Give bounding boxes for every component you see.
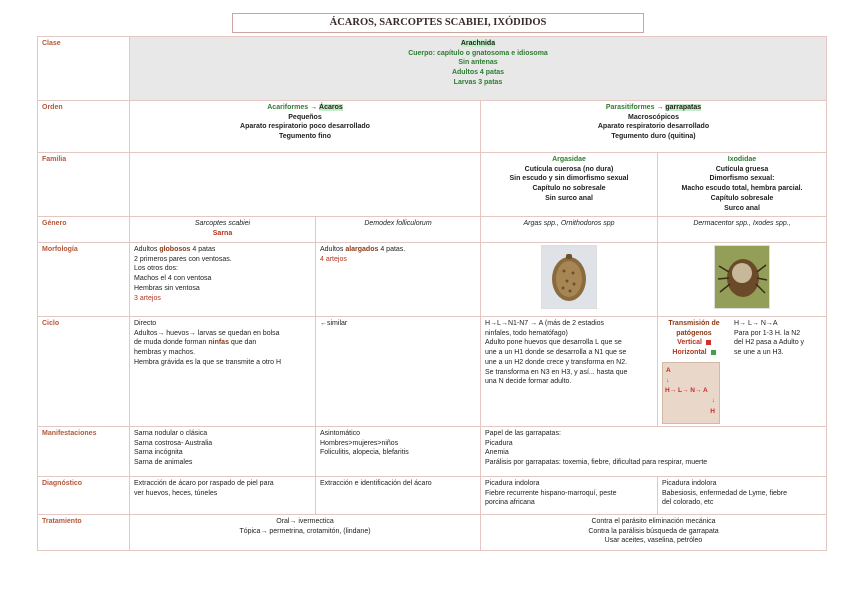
familia-line: Capítulo sobresale <box>710 194 774 202</box>
clase-line: Cuerpo: capítulo o gnatosoma e idiosoma <box>408 49 548 57</box>
text-line: Anemia <box>485 449 509 457</box>
text-emph: globosos <box>159 246 191 253</box>
text-line: Hombres>mujeres>niños <box>320 439 399 447</box>
text-emph: ninfas <box>208 339 229 347</box>
text-line: Fiebre recurrente hispano-marroquí, peste <box>485 489 617 497</box>
text-line: Usar aceites, vaselina, petróleo <box>604 537 703 545</box>
text: 4 patas <box>192 246 216 253</box>
text-line: Tópica→ permetrina, crotamitón, (lindane) <box>239 527 371 535</box>
morfologia-sarcoptes <box>130 243 316 317</box>
vertical-swatch-icon <box>706 340 711 345</box>
label-diagnostico: Diagnóstico <box>38 476 130 514</box>
text: Adultos <box>134 246 158 253</box>
clase-line: Sin antenas <box>458 59 498 67</box>
genero-sarcoptes <box>130 217 316 243</box>
orden-parasitiformes-bold: garrapatas <box>665 104 702 111</box>
clase-name: Arachnida <box>460 40 496 47</box>
diagnostico-ixodes <box>658 476 827 514</box>
row-morfologia <box>38 243 827 317</box>
ciclo-argas <box>481 317 658 427</box>
familia-argasidae <box>481 153 658 217</box>
diagnostico-sarcoptes <box>130 476 316 514</box>
tratamiento-acaros <box>130 514 481 550</box>
legend-vertical: Vertical <box>677 339 702 347</box>
text-line: 2 primeros pares con ventosas. <box>134 255 232 263</box>
label-tratamiento: Tratamiento <box>38 514 130 550</box>
ixodes-tick-photo <box>714 245 770 309</box>
row-orden <box>38 101 827 153</box>
argas-tick-photo <box>541 245 597 309</box>
horizontal-swatch-icon <box>711 350 716 355</box>
text-line: Los otros dos: <box>134 265 178 273</box>
label-ciclo: Ciclo <box>38 317 130 427</box>
legend-horizontal: Horizontal <box>672 349 707 357</box>
orden-acariformes-bold: Ácaros <box>319 104 343 111</box>
diagram-h: H <box>710 407 715 415</box>
page-title: ÁCAROS, SARCOPTES SCABIEI, IXÓDIDOS <box>232 13 644 33</box>
row-diagnostico <box>38 476 827 514</box>
text-line: 3 artejos <box>134 294 161 302</box>
text-line: una N decide formar adulto. <box>485 378 572 386</box>
label-manifestaciones: Manifestaciones <box>38 426 130 476</box>
text-line: Picadura indolora <box>662 479 717 487</box>
text-line: Asintomático <box>320 429 361 437</box>
legend-title: Transmisión de patógenos <box>668 320 720 337</box>
text-line: Sarna nodular o clásica <box>134 429 208 437</box>
orden-line: Tegumento duro (quitina) <box>611 133 696 141</box>
familia-line: Sin surco anal <box>545 194 593 202</box>
orden-line: Pequeños <box>288 113 322 121</box>
genero-name: Sarcoptes scabiei <box>194 220 251 227</box>
diagnostico-demodex: Extracción e identificación del ácaro <box>316 476 481 514</box>
orden-parasitiformes-prefix: Parasitiformes <box>605 104 655 111</box>
text-line: 4 artejos <box>320 255 347 263</box>
diagram-arrow-icon: ↓ <box>711 396 715 404</box>
text-line: une a un H2 donde crece y transforma en N2. <box>485 358 628 366</box>
label-familia: Familia <box>38 153 130 217</box>
label-morfologia: Morfología <box>38 243 130 317</box>
arrow-icon: → <box>656 104 664 111</box>
row-manifestaciones <box>38 426 827 476</box>
familia-line: Dimorfismo sexual: <box>709 175 775 183</box>
ciclo-ixodes-text <box>734 319 804 424</box>
text-line: Adulto pone huevos que desarrolla L que se <box>485 339 622 347</box>
text-emph: alargados <box>345 246 379 253</box>
text-line: Contra la parálisis búsqueda de garrapata <box>588 527 719 535</box>
familia-line: Cutícula gruesa <box>715 165 769 173</box>
text: 4 patas. <box>380 246 406 253</box>
genero-disease: Sarna <box>212 229 233 237</box>
diagram-arrow-icon: ↓ <box>666 376 670 384</box>
row-clase <box>38 37 827 101</box>
orden-acariformes-prefix: Acariformes <box>267 104 309 111</box>
clase-cell <box>130 37 827 101</box>
manifestaciones-demodex <box>316 426 481 476</box>
text-line: Adultos→ huevos→ larvas se quedan en bolsa <box>134 329 280 337</box>
text-line: Extracción de ácaro por raspado de piel para <box>134 479 274 487</box>
text-line: del colorado, etc <box>662 499 714 507</box>
familia-line: Cutícula cuerosa (no dura) <box>524 165 614 173</box>
genero-argas: Argas spp., Ornithodoros spp <box>481 217 658 243</box>
text-line: del H2 pasa a Adulto y <box>734 339 805 347</box>
text: de muda donde forman <box>134 339 207 347</box>
orden-line: Tegumento fino <box>279 133 331 141</box>
row-genero <box>38 217 827 243</box>
row-familia <box>38 153 827 217</box>
label-orden: Orden <box>38 101 130 153</box>
morfologia-demodex <box>316 243 481 317</box>
text-line: Foliculitis, alopecia, blefaritis <box>320 449 409 457</box>
text-line: Parálisis por garrapatas: toxemia, fiebre, dificultad para respirar, muerte <box>485 458 708 466</box>
familia-name: Ixodidae <box>727 156 757 163</box>
row-ciclo <box>38 317 827 427</box>
familia-line: Capítulo no sobresale <box>532 185 606 193</box>
text-line: Hembra grávida es la que se transmite a otro H <box>134 358 282 366</box>
orden-acariformes <box>130 101 481 153</box>
text-line: porcina africana <box>485 499 535 507</box>
row-tratamiento <box>38 514 827 550</box>
morfologia-ixodes <box>658 243 827 317</box>
familia-empty <box>130 153 481 217</box>
familia-ixodidae <box>658 153 827 217</box>
text-line: H→ L→ N→A <box>734 320 778 327</box>
text-line: Papel de las garrapatas: <box>485 429 561 437</box>
tratamiento-garrapatas <box>481 514 827 550</box>
text: que dan <box>230 339 257 347</box>
diagram-a: A <box>666 366 671 374</box>
text-line: Oral→ ivermectica <box>276 517 334 525</box>
orden-line: Macroscópicos <box>628 113 679 121</box>
ciclo-ixodes <box>658 317 827 427</box>
text-line: Picadura indolora <box>485 479 540 487</box>
transmission-diagram <box>662 362 720 424</box>
familia-line: Sin escudo y sin dimorfismo sexual <box>509 175 629 183</box>
text-line: se une a un H3. <box>734 349 784 357</box>
manifestaciones-garrapatas <box>481 426 827 476</box>
diagnostico-argas <box>481 476 658 514</box>
manifestaciones-sarcoptes <box>130 426 316 476</box>
text-line: Sarna de animales <box>134 458 193 466</box>
genero-dermacentor: Dermacentor spp., Ixodes spp., <box>658 217 827 243</box>
label-genero: Género <box>38 217 130 243</box>
text-line: ver huevos, heces, túneles <box>134 489 218 497</box>
familia-line: Surco anal <box>724 204 760 212</box>
acari-comparison-table <box>37 36 827 551</box>
text: Adultos <box>320 246 344 253</box>
arrow-icon: → <box>310 104 318 111</box>
clase-line: Larvas 3 patas <box>453 78 503 86</box>
text-line: Sarna incógnita <box>134 449 183 457</box>
clase-line: Adultos 4 patas <box>451 69 505 77</box>
orden-line: Aparato respiratorio poco desarrollado <box>240 123 370 131</box>
orden-line: Aparato respiratorio desarrollado <box>597 123 710 131</box>
transmission-legend <box>662 319 726 424</box>
ciclo-sarcoptes <box>130 317 316 427</box>
text-line: une a un H1 donde se desarrolla a N1 que se <box>485 349 627 357</box>
genero-demodex: Demodex folliculorum <box>316 217 481 243</box>
text-line: Contra el parásito eliminación mecánica <box>591 517 716 525</box>
text-line: Picadura <box>485 439 513 447</box>
diagram-cycle: H→ L→ N→ A <box>665 386 708 394</box>
text-line: Hembras sin ventosa <box>134 284 200 292</box>
text-line: Machos el 4 con ventosa <box>134 275 212 283</box>
orden-parasitiformes <box>481 101 827 153</box>
text-line: hembras y machos. <box>134 349 196 357</box>
text-line: Se transforma en N3 en H3, y así... hasta que <box>485 368 628 376</box>
text-line: H→L→N1-N7 → A (más de 2 estadios <box>485 320 605 327</box>
ciclo-demodex: ←similar <box>316 317 481 427</box>
text-line: Directo <box>134 320 157 327</box>
morfologia-argas <box>481 243 658 317</box>
text-line: Sarna costrosa- Australia <box>134 439 213 447</box>
familia-line: Macho escudo total, hembra parcial. <box>681 185 803 193</box>
familia-name: Argasidae <box>552 156 586 163</box>
label-clase: Clase <box>38 37 130 101</box>
text-line: Babesiosis, enfermedad de Lyme, fiebre <box>662 489 788 497</box>
text-line: ninfales, todo hematófago) <box>485 329 568 337</box>
text-line: Para por 1-3 H. la N2 <box>734 329 801 337</box>
